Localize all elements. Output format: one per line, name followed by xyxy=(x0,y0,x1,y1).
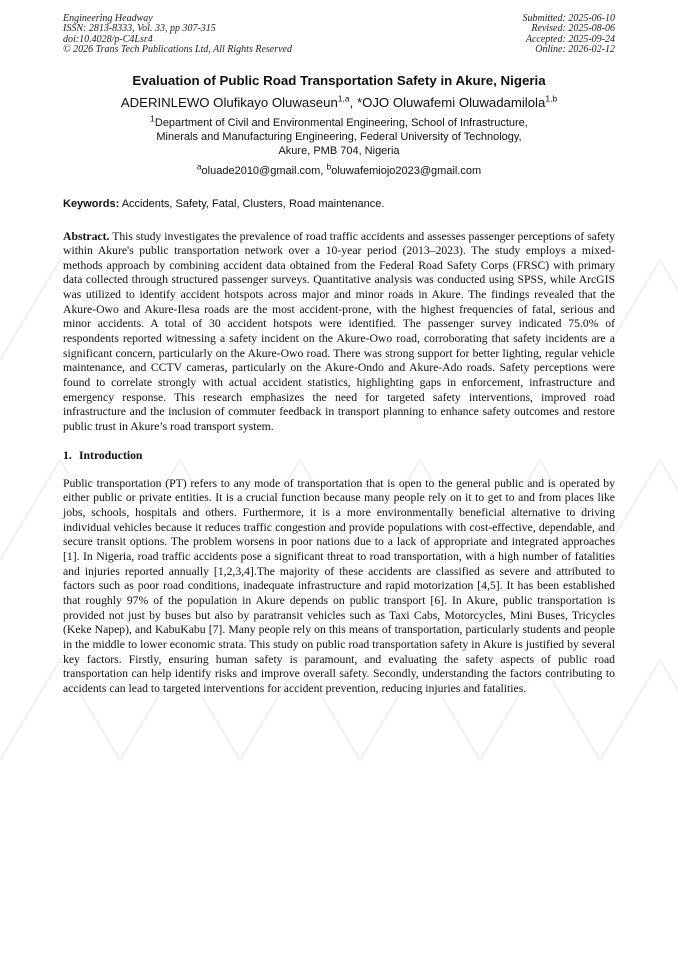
author-2-affiliation-mark: 1,b xyxy=(545,93,558,104)
email-a-link[interactable]: oluade2010@gmail.com xyxy=(201,164,321,177)
date-revised: Revised: 2025-08-06 xyxy=(531,23,615,35)
keywords-section xyxy=(63,197,615,211)
abstract-text: This study investigates the prevalence of road traffic accidents and assesses passenger perceptions of safety within Akure's public transportation network over a 10-year period (2013–2023). The study employs a mixed-methods approach by combining accident data obtained from the Federal Road Safety Corps (FRSC) with primary data collected through structured passenger surveys. Quantitative analysis was conducted using SPSS, while ArcGIS was utilized to identify accident hotspots across major and minor roads in Akure. The findings revealed that the Akure-Owo and Akure-Ilesa roads are the most accident-prone, with the highest frequencies of fatal, serious and minor accidents. A total of 30 accident hotspots were identified. The passenger survey indicated 75.0% of respondents reported witnessing a safety incident on the Akure-Owo road, corroborating that safety incidents are a significant concern, particularly on the Akure-Owo road. There was strong support for better lighting, regular vehicle maintenance, and CCTV cameras, particularly on the Akure-Ondo and Akure-Ado roads. Safety perceptions were found to correlate strongly with actual accident statistics, highlighting gaps in enforcement, infrastructure and emergency response. This research emphasizes the need for targeted safety interventions, improved road infrastructure and the inclusion of commuter feedback in transport planning to enhance safety outcomes and restore public trust in Akure’s road transport system. xyxy=(63,229,615,434)
affiliation-mark: 1 xyxy=(150,112,155,123)
keywords-label: Keywords: xyxy=(63,197,120,210)
author-list xyxy=(63,95,615,111)
author-emails xyxy=(63,160,615,178)
section-number: 1. xyxy=(63,448,72,462)
date-online: Online: 2026-02-12 xyxy=(535,44,615,56)
date-accepted: Accepted: 2025-09-24 xyxy=(525,33,615,45)
paper-title: Evaluation of Public Road Transportation Safety in Akure, Nigeria xyxy=(132,72,546,88)
journal-doi[interactable]: doi:10.4028/p-C4Lsr4 xyxy=(63,33,153,45)
introduction-paragraph: Public transportation (PT) refers to any mode of transportation that is open to the general public and is operated by either public or private entities. It is a crucial function because many people rely on it to get to and from places like jobs, schools, hospitals and others. Furthermore, it is a more environmentally beneficial alternative to driving individual vehicles because it reduces traffic congestion and provide populations with cost-effective, dependable, and secure transit options. The problem worsens in poor nations due to a lack of appropriate and integrated approaches [1]. In Nigeria, road traffic accidents pose a significant threat to road transportation, with a high number of fatalities and injuries reported annually [1,2,3,4].The majority of these accidents are classified as severe and attributed to factors such as poor road conditions, inadequate infrastructure and rapid motorization [4,5]. It has been established that roughly 97% of the population in Akure depends on public transport [6]. In Akure, public transportation is provided not just by buses but also by paratransit vehicles such as Taxi Cabs, Motorcycles, Mini Buses, Tricycles (Keke Napep), and KabuKabu [7]. Many people rely on this means of transportation, particularly students and people in the middle to lower economic strata. This study on public road transportation safety in Akure is justified by several key factors. Firstly, ensuring human safety is paramount, and evaluating the safety aspects of public road transportation can help identify risks and improve overall safety. Secondly, understanding the factors contributing to accidents can lead to targeted interventions for accident prevention, reducing injuries and fatalities. xyxy=(63,476,615,695)
keywords-text: Accidents, Safety, Fatal, Clusters, Road maintenance. xyxy=(121,197,385,210)
affiliation xyxy=(63,112,615,159)
abstract-section xyxy=(63,230,615,435)
affiliation-line-3: Akure, PMB 704, Nigeria xyxy=(278,145,400,158)
section-heading-introduction xyxy=(63,449,615,463)
author-2-name: *OJO Oluwafemi Oluwadamilola xyxy=(356,94,546,110)
publication-dates xyxy=(523,14,616,56)
author-1-name: ADERINLEWO Olufikayo Oluwaseun xyxy=(120,94,338,110)
email-a-mark: a xyxy=(196,160,202,171)
journal-info xyxy=(63,14,292,56)
journal-name: Engineering Headway xyxy=(63,13,153,24)
date-submitted: Submitted: 2025-06-10 xyxy=(522,13,615,24)
paper-content xyxy=(63,14,615,697)
author-1-affiliation-mark: 1,a xyxy=(337,93,350,104)
author-separator: , xyxy=(349,94,357,110)
section-title: Introduction xyxy=(79,448,143,462)
journal-copyright: © 2026 Trans Tech Publications Ltd, All Rights Reserved xyxy=(63,44,292,56)
journal-issn: ISSN: 2813-8333, Vol. 33, pp 307-315 xyxy=(63,23,216,35)
journal-header xyxy=(63,14,615,56)
affiliation-line-1-text: Department of Civil and Environmental Engineering, School of Infrastructure, xyxy=(154,116,528,129)
email-b-mark: b xyxy=(326,160,332,171)
email-separator: , xyxy=(320,164,327,177)
affiliation-line-2: Minerals and Manufacturing Engineering, Federal University of Technology, xyxy=(156,130,522,143)
email-b-link[interactable]: oluwafemiojo2023@gmail.com xyxy=(331,164,482,177)
abstract-label: Abstract. xyxy=(63,229,110,243)
affiliation-line-1 xyxy=(63,112,615,130)
